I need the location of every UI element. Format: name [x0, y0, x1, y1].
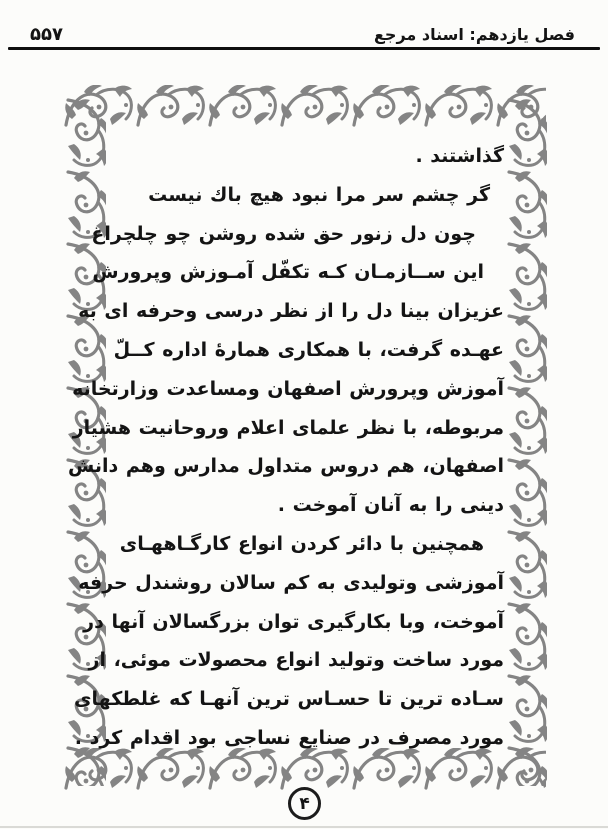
- scan-edge-line: [0, 826, 608, 828]
- text-line: همچنین با دائر کردن انواع کارگـاههـای: [119, 532, 484, 555]
- header-chapter-title: فصل یازدهم: اسناد مرجع: [374, 25, 575, 44]
- text-line: مورد ساخت وتولید انواع محصولات موئی، از: [88, 649, 504, 672]
- text-line: مورد مصرف در صنایع نساجی بود اقدام کرد .: [74, 726, 504, 749]
- poem-line: چون دل زنور حق شده روشن چو چلچراغ: [91, 222, 476, 245]
- text-line: مربوطه، با نظر علمای اعلام وروحانیت هشیار: [72, 416, 504, 439]
- text-line: اصفهان، هم دروس متداول مدارس وهم دانش: [68, 455, 504, 478]
- text-line: عزیزان بینا دل را از نظر درسی وحرفه ای به: [78, 300, 504, 323]
- text-line: این ســازمـان کـه تکفّل آمـوزش وپرورش: [92, 261, 484, 284]
- text-line: آموخت، وبا بکارگیری توان بزرگسالان آنها در: [83, 610, 504, 633]
- text-line: آموزشی وتولیدی به کم سالان روشندل حرفه: [78, 571, 504, 594]
- poem-line: گر چشم سر مرا نبود هیچ باك نیست: [148, 183, 490, 206]
- text-line: دینی را به آنان آموخت .: [277, 494, 504, 517]
- body-text: [68, 137, 504, 758]
- header-rule: [8, 47, 600, 50]
- header-page-number: ۵۵۷: [30, 24, 63, 45]
- text-line: عهـده گرفت، با همکاری همارهٔ اداره کــلّ: [113, 338, 504, 361]
- footer-page-number: ۴: [288, 787, 321, 820]
- text-line: آموزش وپرورش اصفهان ومساعدت وزارتخانه: [72, 377, 504, 400]
- ornament-border-top: [62, 85, 546, 130]
- text-line: سـاده ترین تا حسـاس ترین آنهـا که غلطکهای: [74, 688, 504, 711]
- text-line: گذاشتند .: [415, 145, 504, 167]
- ornament-border-right: [503, 96, 547, 786]
